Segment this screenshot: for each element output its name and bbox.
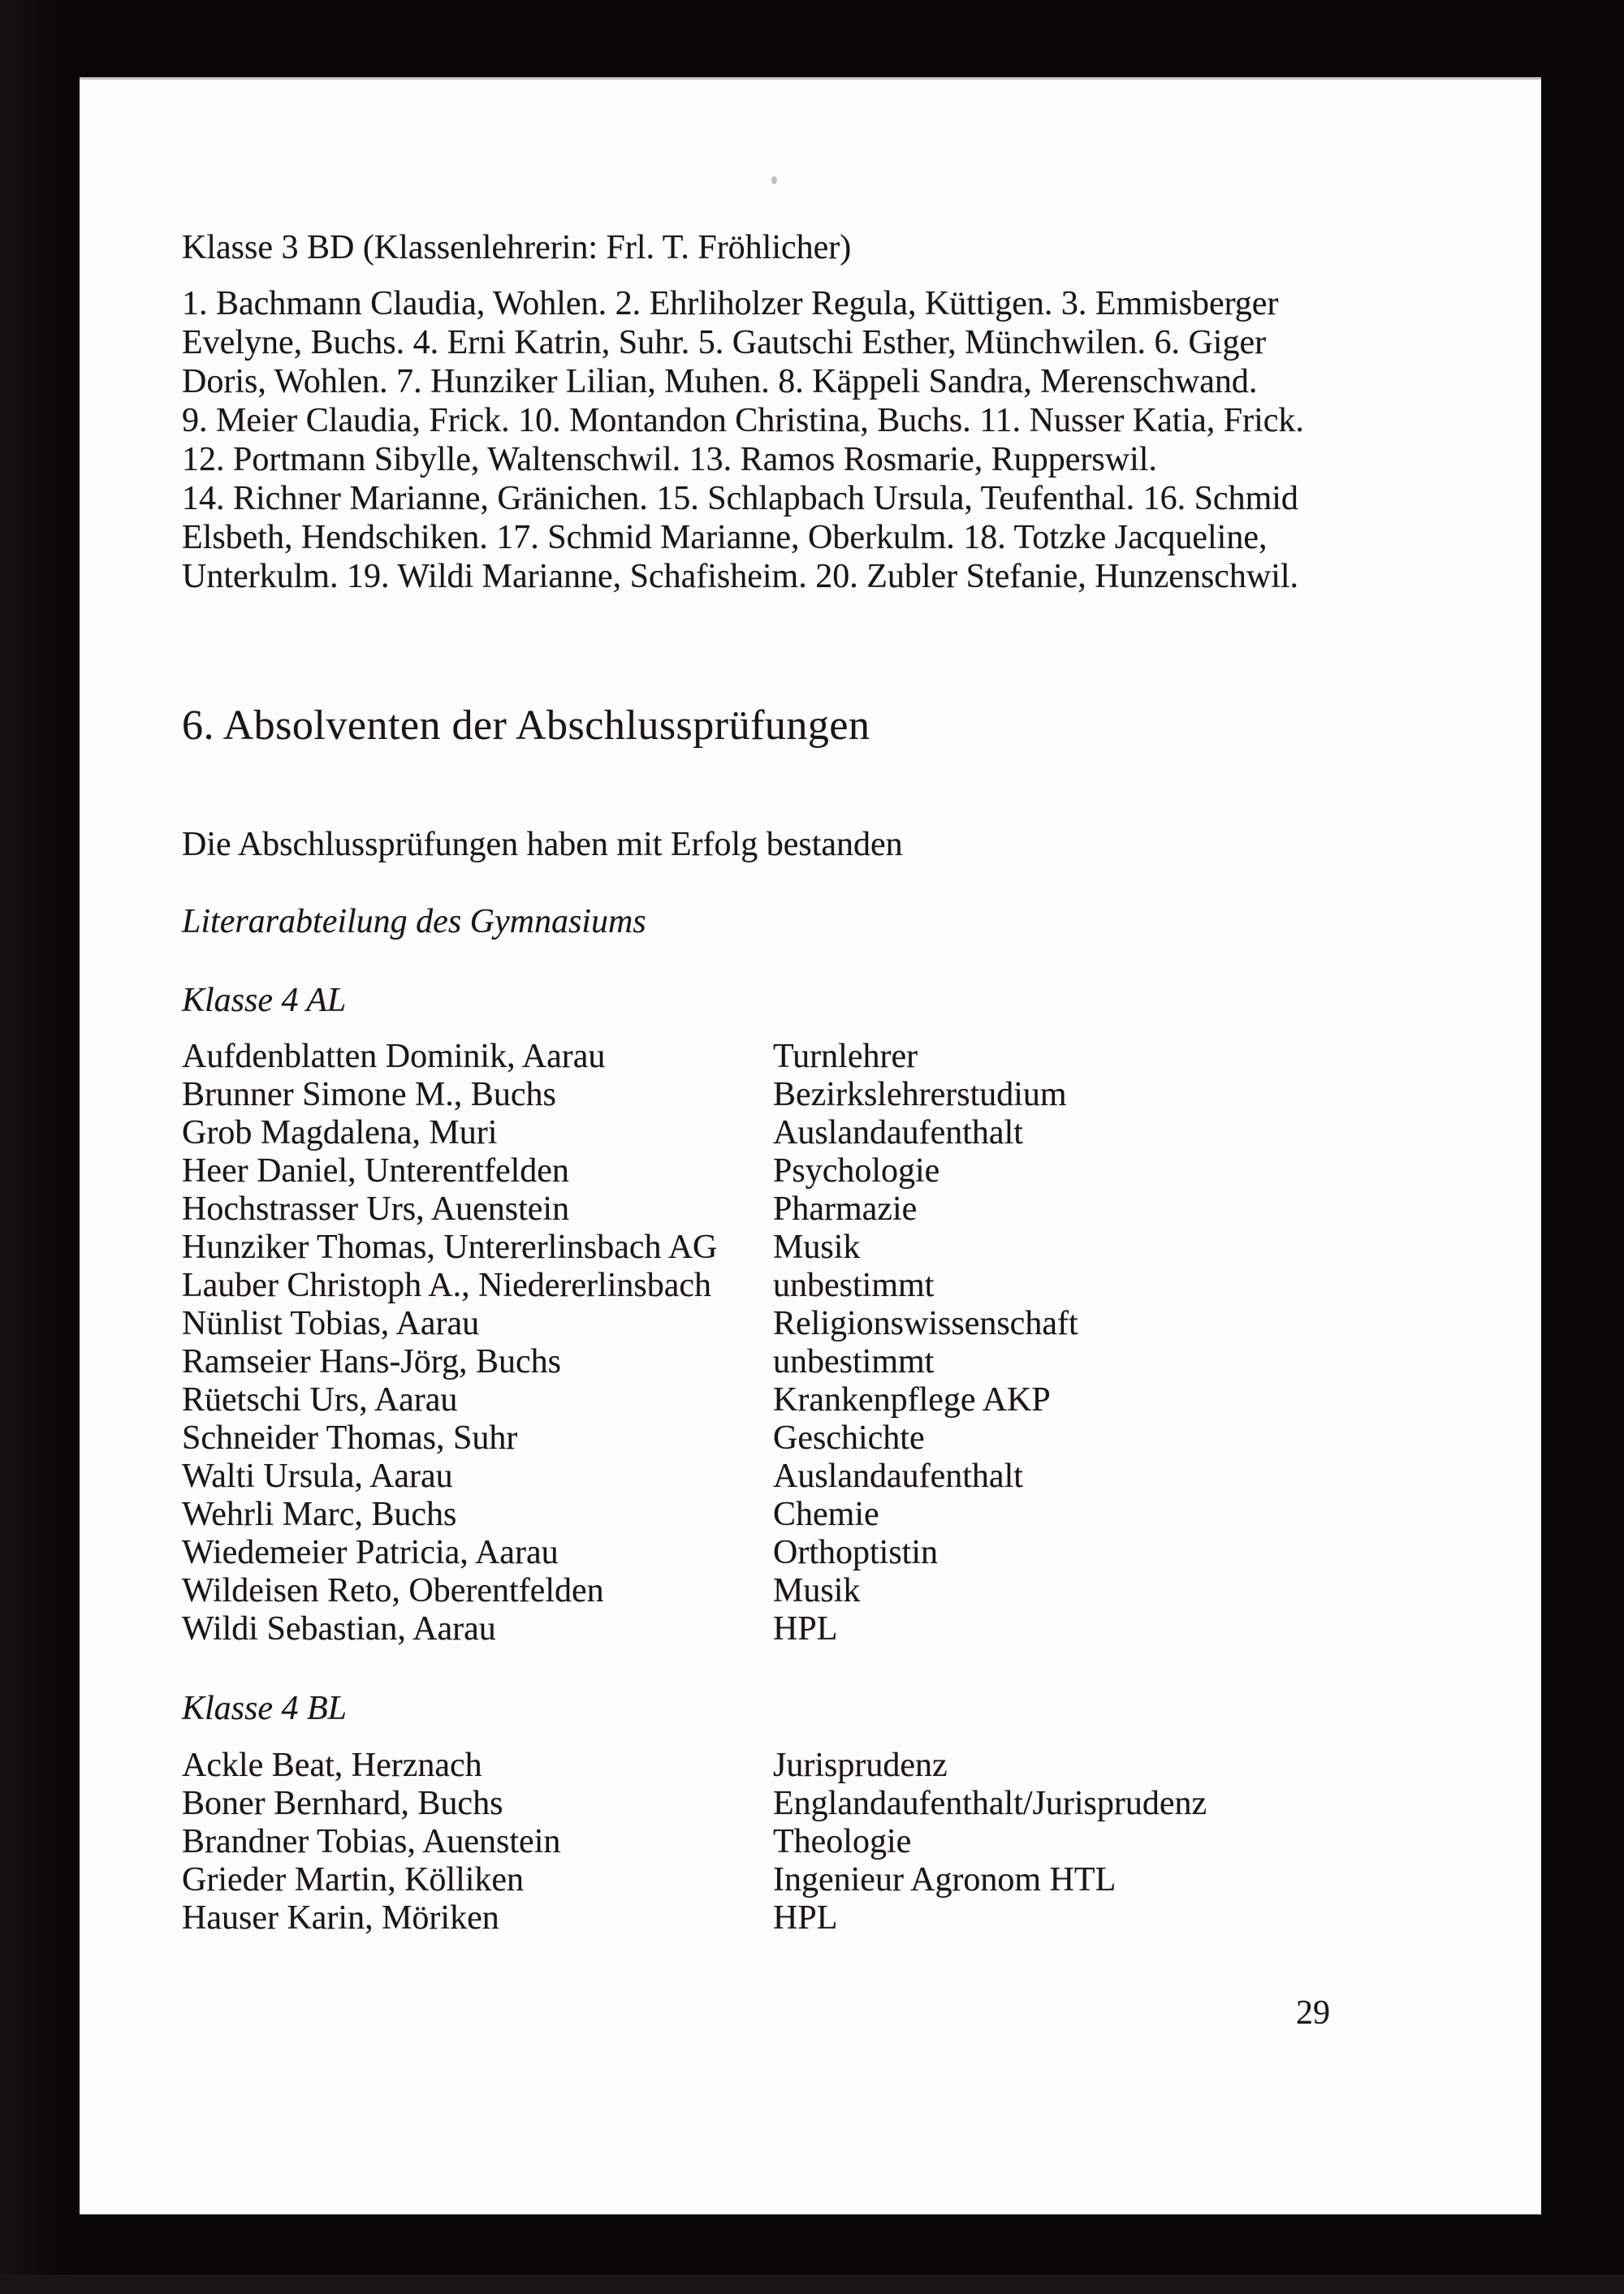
graduate-career: Pharmazie	[773, 1190, 918, 1228]
graduate-row	[182, 1038, 1449, 1076]
graduate-row	[182, 1496, 1449, 1534]
graduate-career: Musik	[773, 1572, 861, 1609]
graduate-row	[182, 1747, 1449, 1785]
page-number: 29	[1296, 1994, 1330, 2032]
graduate-name: Wehrli Marc, Buchs	[182, 1496, 457, 1533]
graduate-career: Krankenpflege AKP	[773, 1381, 1051, 1419]
graduate-career: Jurisprudenz	[773, 1747, 948, 1784]
section-heading: 6. Absolventen der Abschlussprüfungen	[182, 702, 870, 749]
graduate-row	[182, 1419, 1449, 1458]
class-3bd-roster	[182, 284, 1304, 596]
graduate-career: HPL	[773, 1899, 838, 1937]
graduate-career: Psychologie	[773, 1152, 940, 1190]
graduate-row	[182, 1229, 1449, 1267]
graduate-name: Brunner Simone M., Buchs	[182, 1076, 556, 1113]
graduate-career: Chemie	[773, 1496, 879, 1533]
graduate-row	[182, 1305, 1449, 1343]
graduate-row	[182, 1343, 1449, 1381]
graduate-row	[182, 1572, 1449, 1610]
graduate-row	[182, 1381, 1449, 1419]
graduate-career: Orthoptistin	[773, 1534, 939, 1571]
graduate-career: Auslandaufenthalt	[773, 1114, 1023, 1151]
document-page	[80, 77, 1541, 2214]
roster-line: 12. Portmann Sibylle, Waltenschwil. 13. Ramos Rosmarie, Rupperswil.	[182, 441, 1157, 478]
graduate-name: Grieder Martin, Kölliken	[182, 1861, 525, 1899]
graduate-row	[182, 1861, 1449, 1899]
roster-line: Doris, Wohlen. 7. Hunziker Lilian, Muhen. 8. Käppeli Sandra, Merenschwand.	[182, 363, 1258, 400]
graduate-name: Hunziker Thomas, Untererlinsbach AG	[182, 1229, 718, 1266]
graduate-name: Brandner Tobias, Auenstein	[182, 1823, 561, 1860]
graduate-career: unbestimmt	[773, 1343, 935, 1380]
graduate-name: Schneider Thomas, Suhr	[182, 1419, 518, 1457]
class-4bl-list	[182, 1747, 1449, 1938]
graduate-name: Boner Bernhard, Buchs	[182, 1785, 503, 1822]
graduate-name: Grob Magdalena, Muri	[182, 1114, 498, 1151]
graduate-career: Religionswissenschaft	[773, 1305, 1078, 1342]
graduate-career: Musik	[773, 1229, 861, 1266]
graduate-name: Nünlist Tobias, Aarau	[182, 1305, 480, 1342]
graduate-name: Wiedemeier Patricia, Aarau	[182, 1534, 559, 1571]
graduate-row	[182, 1267, 1449, 1305]
graduate-name: Heer Daniel, Unterentfelden	[182, 1152, 569, 1190]
graduate-row	[182, 1785, 1449, 1823]
roster-line: Unterkulm. 19. Wildi Marianne, Schafisheim. 20. Zubler Stefanie, Hunzenschwil.	[182, 558, 1299, 595]
graduate-career: Bezirkslehrerstudium	[773, 1076, 1067, 1113]
class-4bl-title: Klasse 4 BL	[182, 1690, 348, 1727]
graduate-row	[182, 1152, 1449, 1190]
class-4al-title: Klasse 4 AL	[182, 982, 347, 1019]
graduate-row	[182, 1114, 1449, 1152]
graduate-career: Turnlehrer	[773, 1038, 918, 1075]
graduate-name: Wildi Sebastian, Aarau	[182, 1610, 496, 1648]
scan-speck-artifact	[771, 176, 777, 184]
graduate-row	[182, 1899, 1449, 1938]
class-3bd-title: Klasse 3 BD (Klassenlehrerin: Frl. T. Fröhlicher)	[182, 229, 852, 266]
graduate-career: Theologie	[773, 1823, 912, 1860]
graduate-name: Walti Ursula, Aarau	[182, 1458, 453, 1495]
roster-line: Elsbeth, Hendschiken. 17. Schmid Marianne, Oberkulm. 18. Totzke Jacqueline,	[182, 519, 1268, 556]
graduate-name: Rüetschi Urs, Aarau	[182, 1381, 458, 1419]
graduate-row	[182, 1076, 1449, 1114]
graduate-name: Hauser Karin, Möriken	[182, 1899, 499, 1937]
graduate-career: Ingenieur Agronom HTL	[773, 1861, 1116, 1899]
roster-line: 9. Meier Claudia, Frick. 10. Montandon Christina, Buchs. 11. Nusser Katia, Frick.	[182, 402, 1304, 439]
roster-line: 14. Richner Marianne, Gränichen. 15. Schlapbach Ursula, Teufenthal. 16. Schmid	[182, 480, 1298, 517]
scan-frame-bottom-edge	[0, 2275, 1624, 2294]
graduate-row	[182, 1534, 1449, 1572]
graduate-row	[182, 1458, 1449, 1496]
scan-frame-left-edge	[0, 0, 77, 2294]
graduate-name: Wildeisen Reto, Oberentfelden	[182, 1572, 604, 1609]
graduate-name: Aufdenblatten Dominik, Aarau	[182, 1038, 606, 1075]
graduate-career: Auslandaufenthalt	[773, 1458, 1023, 1495]
graduate-career: Geschichte	[773, 1419, 925, 1457]
graduate-row	[182, 1610, 1449, 1648]
graduate-name: Ramseier Hans-Jörg, Buchs	[182, 1343, 561, 1380]
graduate-career: Englandaufenthalt/Jurisprudenz	[773, 1785, 1207, 1822]
graduate-name: Lauber Christoph A., Niedererlinsbach	[182, 1267, 711, 1304]
graduate-name: Hochstrasser Urs, Auenstein	[182, 1190, 570, 1228]
graduate-name: Ackle Beat, Herznach	[182, 1747, 482, 1784]
section-intro: Die Abschlussprüfungen haben mit Erfolg bestanden	[182, 826, 903, 863]
graduate-row	[182, 1823, 1449, 1861]
graduate-row	[182, 1190, 1449, 1229]
roster-line: Evelyne, Buchs. 4. Erni Katrin, Suhr. 5. Gautschi Esther, Münchwilen. 6. Giger	[182, 324, 1267, 361]
department-title: Literarabteilung des Gymnasiums	[182, 903, 646, 940]
graduate-career: HPL	[773, 1610, 838, 1648]
roster-line: 1. Bachmann Claudia, Wohlen. 2. Ehrliholzer Regula, Küttigen. 3. Emmisberger	[182, 285, 1279, 322]
graduate-career: unbestimmt	[773, 1267, 935, 1304]
class-4al-list	[182, 1038, 1449, 1648]
